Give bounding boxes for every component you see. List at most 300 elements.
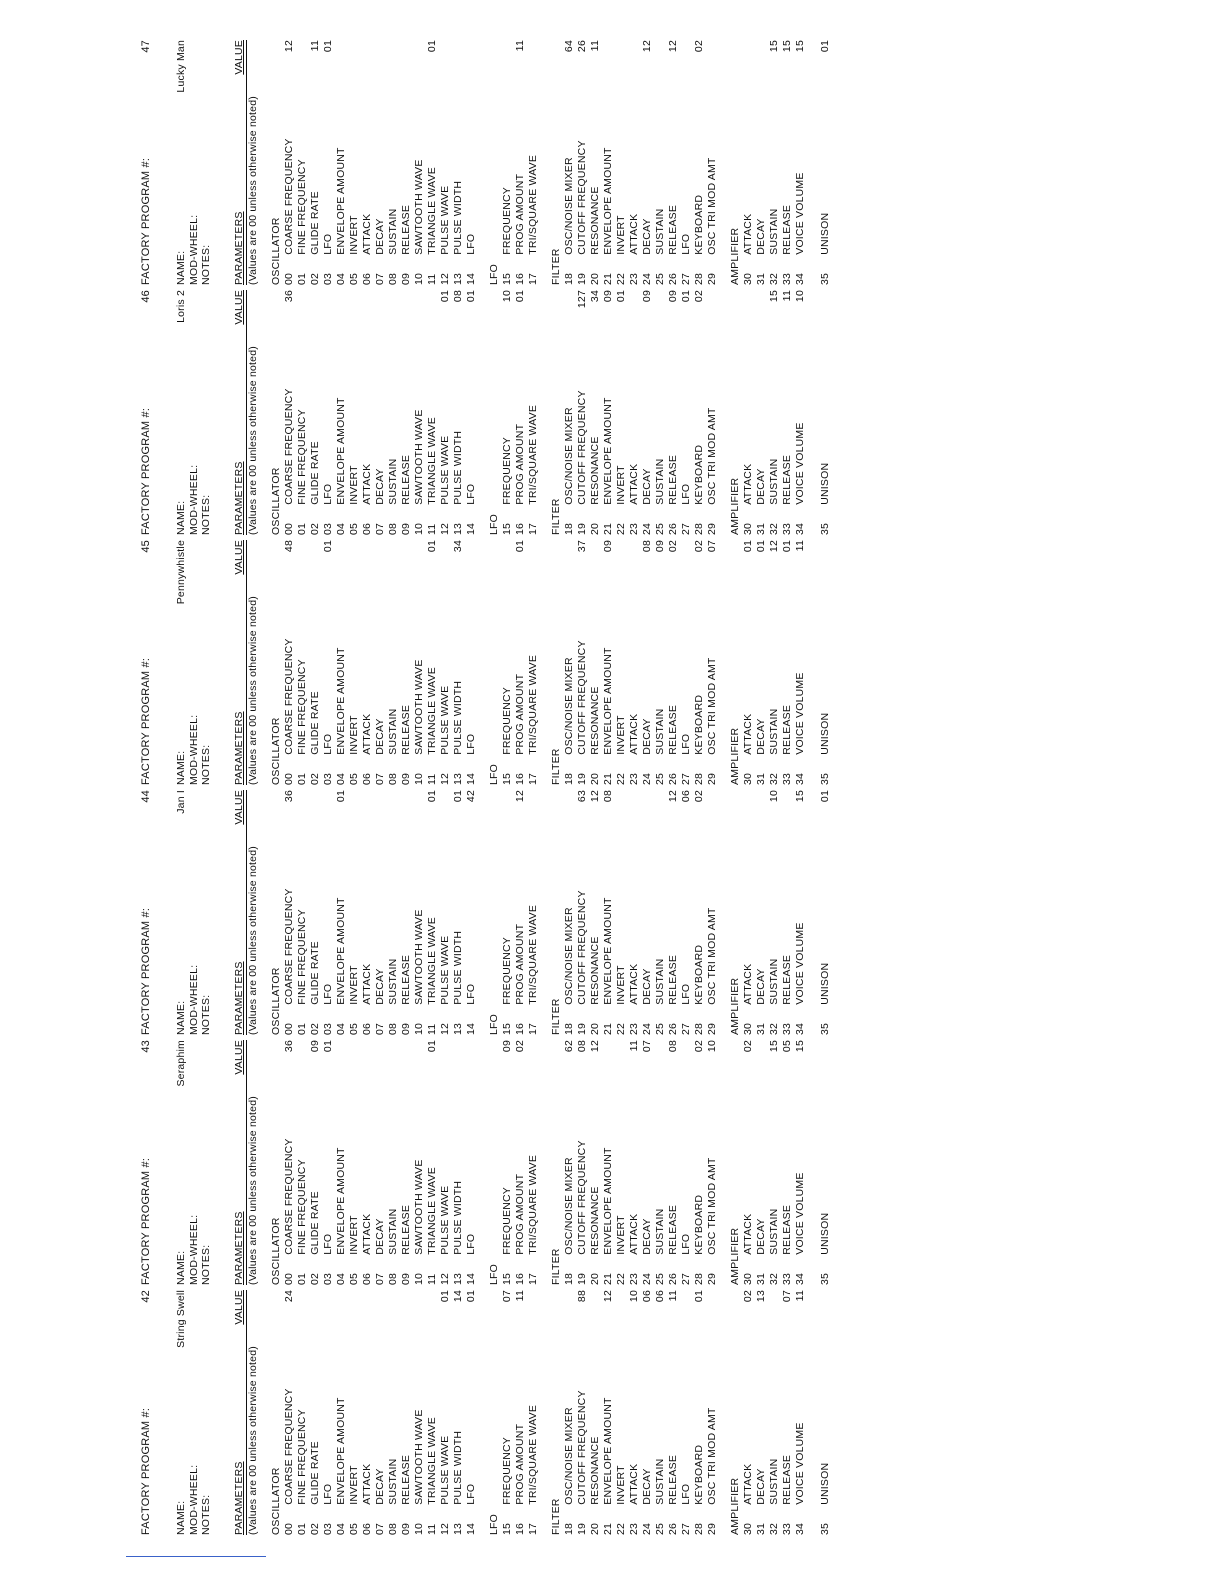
parameter-label: TRI/SQUARE WAVE xyxy=(526,404,539,511)
parameter-label: ATTACK xyxy=(741,1213,754,1261)
parameter-label: CUTOFF FREQUENCY xyxy=(575,1390,588,1511)
parameter-row xyxy=(400,790,413,1035)
parameter-number: 13 xyxy=(451,1272,464,1285)
parameter-number: 03 xyxy=(321,522,334,535)
parameter-number: 28 xyxy=(692,1272,705,1285)
parameter-row xyxy=(296,1290,309,1535)
parameter-value xyxy=(628,540,641,566)
parameter-label: VOICE VOLUME xyxy=(793,422,806,511)
parameter-value xyxy=(400,540,413,566)
parameter-value xyxy=(819,1290,832,1316)
oscillator-title: OSCILLATOR xyxy=(269,1467,282,1535)
parameter-label: SAWTOOTH WAVE xyxy=(412,909,425,1011)
lfo-title: LFO xyxy=(487,513,500,535)
lfo-section xyxy=(488,290,540,535)
parameter-label: ATTACK xyxy=(627,713,640,761)
parameter-number: 35 xyxy=(818,272,831,285)
parameter-row xyxy=(781,1290,794,1535)
parameters-header xyxy=(233,40,246,285)
parameter-value: 09 xyxy=(601,540,614,553)
parameter-row xyxy=(755,40,768,285)
parameter-number: 11 xyxy=(425,1523,438,1535)
parameter-row xyxy=(374,1040,387,1285)
parameter-number: 18 xyxy=(562,1022,575,1035)
parameter-value: 01 xyxy=(679,290,692,303)
parameter-number: 13 xyxy=(451,772,464,785)
parameter-row xyxy=(283,1040,296,1285)
parameter-row xyxy=(527,1040,540,1285)
parameter-number: 32 xyxy=(767,1022,780,1035)
parameter-value: 48 xyxy=(282,540,295,553)
program-column xyxy=(140,40,1080,285)
parameter-label: RELEASE xyxy=(666,954,679,1011)
parameters-label: PARAMETERS xyxy=(232,211,245,285)
parameter-row xyxy=(361,1040,374,1285)
parameter-number: 21 xyxy=(601,522,614,535)
parameter-value: 01 xyxy=(818,790,831,803)
parameter-value xyxy=(680,40,693,66)
parameter-value xyxy=(400,40,413,66)
parameter-value: 02 xyxy=(741,1290,754,1303)
parameter-label: RELEASE xyxy=(399,454,412,511)
filter-section xyxy=(550,790,719,1035)
parameter-row xyxy=(452,1040,465,1285)
parameter-number: 30 xyxy=(741,1522,754,1535)
parameter-number: 09 xyxy=(399,272,412,285)
parameter-value: 12 xyxy=(666,40,679,53)
parameter-row xyxy=(335,1040,348,1285)
parameter-number: 27 xyxy=(679,772,692,785)
parameter-value xyxy=(589,1290,602,1316)
parameter-value xyxy=(439,40,452,66)
parameter-value xyxy=(527,1290,540,1316)
parameter-row xyxy=(387,1040,400,1285)
factory-program-label: FACTORY PROGRAM #: xyxy=(140,407,152,535)
parameter-value: 02 xyxy=(513,1040,526,1053)
parameter-label: ENVELOPE AMOUNT xyxy=(334,1397,347,1511)
parameter-label: FINE FREQUENCY xyxy=(295,1409,308,1511)
program-meta xyxy=(175,540,213,785)
parameter-number: 25 xyxy=(653,1272,666,1285)
parameter-label: COARSE FREQUENCY xyxy=(282,638,295,761)
oscillator-title: OSCILLATOR xyxy=(269,967,282,1035)
parameter-row xyxy=(680,1040,693,1285)
parameter-value xyxy=(602,40,615,66)
parameter-label: ENVELOPE AMOUNT xyxy=(601,647,614,761)
parameter-label: DECAY xyxy=(754,1218,767,1261)
parameter-label: UNISON xyxy=(818,712,831,761)
parameter-value: 01 xyxy=(464,290,477,303)
parameter-label: SUSTAIN xyxy=(653,708,666,761)
parameter-value xyxy=(641,790,654,816)
mod-wheel-row: MOD-WHEEL: xyxy=(187,1464,200,1535)
parameter-number: 16 xyxy=(513,772,526,785)
parameter-label: OSC/NOISE MIXER xyxy=(562,407,575,511)
parameter-label: GLIDE RATE xyxy=(308,1191,321,1261)
parameter-label: COARSE FREQUENCY xyxy=(282,1388,295,1511)
parameter-label: TRIANGLE WAVE xyxy=(425,1166,438,1261)
parameter-label: RELEASE xyxy=(399,954,412,1011)
parameter-label: SAWTOOTH WAVE xyxy=(412,159,425,261)
parameter-label: RELEASE xyxy=(780,204,793,261)
program-name: Loris 2 xyxy=(175,290,187,323)
lfo-section xyxy=(488,40,540,285)
parameter-number: 31 xyxy=(754,272,767,285)
parameter-row xyxy=(755,1290,768,1535)
parameter-value xyxy=(680,1040,693,1066)
parameter-value xyxy=(335,290,348,316)
parameter-number: 00 xyxy=(282,522,295,535)
parameter-row xyxy=(615,790,628,1035)
parameter-label: ATTACK xyxy=(627,1213,640,1261)
program-meta xyxy=(175,40,213,285)
parameter-number: 26 xyxy=(666,772,679,785)
parameter-number: 11 xyxy=(425,273,438,285)
parameter-label: INVERT xyxy=(614,1215,627,1261)
parameter-row xyxy=(768,290,781,535)
parameter-label: INVERT xyxy=(347,965,360,1011)
parameter-label: ATTACK xyxy=(360,1463,373,1511)
parameter-label: PULSE WIDTH xyxy=(451,930,464,1011)
parameter-value xyxy=(296,1040,309,1066)
parameter-label: LFO xyxy=(679,1233,692,1261)
program-number: 44 xyxy=(140,790,152,803)
parameter-value: 26 xyxy=(575,40,588,53)
parameter-row xyxy=(589,290,602,535)
parameter-number: 14 xyxy=(464,1022,477,1035)
parameter-value xyxy=(819,1040,832,1066)
lfo-section xyxy=(488,1040,540,1285)
parameter-number: 27 xyxy=(679,1272,692,1285)
parameter-value xyxy=(413,790,426,816)
parameter-label: PULSE WAVE xyxy=(438,185,451,261)
parameter-number: 19 xyxy=(575,1022,588,1035)
parameter-row xyxy=(654,540,667,785)
parameter-number: 04 xyxy=(334,772,347,785)
parameter-row xyxy=(465,40,478,285)
parameter-label: TRI/SQUARE WAVE xyxy=(526,1404,539,1511)
parameter-number: 33 xyxy=(780,522,793,535)
parameter-number: 25 xyxy=(653,522,666,535)
parameter-label: RELEASE xyxy=(780,1204,793,1261)
parameter-value xyxy=(615,790,628,816)
parameter-label: SUSTAIN xyxy=(653,1458,666,1511)
parameter-row xyxy=(706,790,719,1035)
parameters-header xyxy=(233,790,246,1035)
parameter-number: 14 xyxy=(464,1522,477,1535)
parameter-value: 11 xyxy=(308,40,321,52)
parameter-row xyxy=(667,540,680,785)
parameter-row xyxy=(400,40,413,285)
parameters-header xyxy=(233,1290,246,1535)
parameter-label: RESONANCE xyxy=(588,1436,601,1511)
parameter-label: VOICE VOLUME xyxy=(793,1172,806,1261)
factory-program-sheet xyxy=(140,40,1080,1540)
parameter-row xyxy=(755,790,768,1035)
parameter-value xyxy=(768,1290,781,1316)
parameter-value xyxy=(413,290,426,316)
parameter-row xyxy=(527,40,540,285)
parameter-value: 09 xyxy=(653,540,666,553)
parameter-row xyxy=(361,540,374,785)
program-header xyxy=(140,40,153,285)
parameter-label: PROG AMOUNT xyxy=(513,1423,526,1511)
parameter-row xyxy=(742,790,755,1035)
parameter-label: SAWTOOTH WAVE xyxy=(412,1409,425,1511)
parameter-number: 31 xyxy=(754,1022,767,1035)
parameter-row xyxy=(615,1290,628,1535)
filter-title: FILTER xyxy=(549,1498,562,1535)
parameter-value: 11 xyxy=(588,40,601,52)
parameter-value: 01 xyxy=(513,540,526,553)
parameter-value: 01 xyxy=(425,40,438,53)
name-row xyxy=(175,1040,188,1285)
parameter-value: 02 xyxy=(692,40,705,53)
parameter-label: COARSE FREQUENCY xyxy=(282,1138,295,1261)
parameter-value: 08 xyxy=(451,290,464,303)
parameter-number: 15 xyxy=(500,1522,513,1535)
parameter-value: 09 xyxy=(601,290,614,303)
value-label: VALUE xyxy=(232,540,245,575)
parameter-value: 11 xyxy=(513,1290,526,1302)
parameter-row xyxy=(576,1040,589,1285)
parameter-label: ATTACK xyxy=(360,963,373,1011)
parameter-row xyxy=(452,790,465,1035)
parameter-row xyxy=(309,790,322,1035)
parameter-number: 15 xyxy=(500,1022,513,1035)
parameter-number: 29 xyxy=(705,272,718,285)
amplifier-section xyxy=(729,790,807,1035)
parameter-row xyxy=(413,1290,426,1535)
parameter-number: 35 xyxy=(818,522,831,535)
parameter-value xyxy=(819,290,832,316)
parameter-value: 02 xyxy=(741,1040,754,1053)
parameter-label: FREQUENCY xyxy=(500,937,513,1011)
parameter-number: 21 xyxy=(601,272,614,285)
amplifier-title: AMPLIFIER xyxy=(728,477,741,535)
parameter-value: 02 xyxy=(692,1040,705,1053)
parameter-row xyxy=(654,1040,667,1285)
parameter-number: 34 xyxy=(793,772,806,785)
parameter-value: 02 xyxy=(692,540,705,553)
parameter-label: SUSTAIN xyxy=(386,208,399,261)
parameter-row xyxy=(589,1040,602,1285)
parameter-value: 08 xyxy=(575,1040,588,1053)
parameter-value: 07 xyxy=(780,1290,793,1303)
parameter-row xyxy=(693,290,706,535)
parameter-number: 17 xyxy=(526,1522,539,1535)
parameter-value: 34 xyxy=(451,540,464,553)
parameter-number: 23 xyxy=(627,772,640,785)
parameter-value xyxy=(654,1040,667,1066)
parameter-value xyxy=(309,1290,322,1316)
parameter-value: 01 xyxy=(451,790,464,803)
parameter-row xyxy=(563,790,576,1035)
program-number: 46 xyxy=(140,290,152,303)
parameter-number: 07 xyxy=(373,1022,386,1035)
parameter-number: 06 xyxy=(360,1272,373,1285)
parameter-number: 16 xyxy=(513,1022,526,1035)
parameter-row xyxy=(514,790,527,1035)
parameter-value xyxy=(296,40,309,66)
parameter-number: 00 xyxy=(282,1022,295,1035)
parameter-row xyxy=(693,1290,706,1535)
parameter-number: 07 xyxy=(373,522,386,535)
parameter-value xyxy=(348,790,361,816)
parameter-row xyxy=(768,540,781,785)
parameter-row xyxy=(387,40,400,285)
parameter-value xyxy=(501,540,514,566)
parameter-number: 28 xyxy=(692,772,705,785)
parameter-label: LFO xyxy=(679,983,692,1011)
parameter-value: 12 xyxy=(588,790,601,803)
parameter-row xyxy=(527,540,540,785)
parameter-label: ENVELOPE AMOUNT xyxy=(601,1397,614,1511)
parameter-row xyxy=(348,790,361,1035)
parameter-value xyxy=(387,1290,400,1316)
parameter-number: 24 xyxy=(640,1022,653,1035)
parameter-row xyxy=(755,540,768,785)
parameter-row xyxy=(693,540,706,785)
parameter-label: RELEASE xyxy=(399,1204,412,1261)
parameter-row xyxy=(706,290,719,535)
parameter-value: 34 xyxy=(588,290,601,303)
program-header xyxy=(140,1040,153,1285)
parameters-label: PARAMETERS xyxy=(232,461,245,535)
parameter-number: 02 xyxy=(308,1522,321,1535)
parameter-value xyxy=(387,1040,400,1066)
parameter-row xyxy=(361,1290,374,1535)
parameter-label: LFO xyxy=(464,733,477,761)
name-row xyxy=(175,540,188,785)
parameter-number: 34 xyxy=(793,1022,806,1035)
parameters-label: PARAMETERS xyxy=(232,961,245,1035)
parameter-label: PULSE WAVE xyxy=(438,1185,451,1261)
parameter-row xyxy=(400,540,413,785)
parameter-label: UNISON xyxy=(818,462,831,511)
parameter-row xyxy=(426,790,439,1035)
parameter-row xyxy=(680,540,693,785)
parameter-label: OSC/NOISE MIXER xyxy=(562,907,575,1011)
parameter-row xyxy=(296,40,309,285)
parameter-value: 36 xyxy=(282,290,295,303)
parameter-label: ENVELOPE AMOUNT xyxy=(601,397,614,511)
parameter-value: 01 xyxy=(780,540,793,553)
parameter-label: DECAY xyxy=(640,468,653,511)
parameter-number: 27 xyxy=(679,1022,692,1035)
parameter-number: 23 xyxy=(627,272,640,285)
parameter-value: 09 xyxy=(500,1040,513,1053)
parameter-row xyxy=(400,1290,413,1535)
parameter-number: 24 xyxy=(640,772,653,785)
parameter-value xyxy=(296,1290,309,1316)
parameter-value xyxy=(400,1040,413,1066)
unison-row xyxy=(819,290,832,535)
parameter-label: CUTOFF FREQUENCY xyxy=(575,140,588,261)
parameter-value xyxy=(309,290,322,316)
parameter-number: 18 xyxy=(562,522,575,535)
parameter-value xyxy=(439,1040,452,1066)
parameter-label: FINE FREQUENCY xyxy=(295,659,308,761)
parameter-value xyxy=(654,290,667,316)
parameter-value: 01 xyxy=(692,1290,705,1303)
parameter-value xyxy=(296,540,309,566)
parameter-number: 19 xyxy=(575,1522,588,1535)
parameter-label: RESONANCE xyxy=(588,186,601,261)
unison-row xyxy=(819,1040,832,1285)
parameter-number: 02 xyxy=(308,1272,321,1285)
parameter-row xyxy=(563,40,576,285)
parameter-value: 64 xyxy=(562,40,575,53)
parameter-value xyxy=(322,1290,335,1316)
parameter-label: VOICE VOLUME xyxy=(793,672,806,761)
parameter-label: DECAY xyxy=(754,968,767,1011)
parameter-value xyxy=(361,1040,374,1066)
parameter-label: RELEASE xyxy=(780,704,793,761)
parameter-value xyxy=(348,540,361,566)
parameter-number: 18 xyxy=(562,1272,575,1285)
unison-row xyxy=(819,790,832,1035)
parameter-row xyxy=(439,290,452,535)
oscillator-section xyxy=(270,790,478,1035)
parameter-value xyxy=(361,40,374,66)
parameter-label: FREQUENCY xyxy=(500,437,513,511)
parameter-label: ATTACK xyxy=(360,1213,373,1261)
parameter-row xyxy=(501,540,514,785)
parameter-row xyxy=(755,1040,768,1285)
parameter-number: 27 xyxy=(679,1522,692,1535)
values-note: (Values are 00 unless otherwise noted) xyxy=(246,290,260,535)
parameter-number: 12 xyxy=(438,522,451,535)
parameter-row xyxy=(589,540,602,785)
parameter-number: 15 xyxy=(500,272,513,285)
parameter-value: 37 xyxy=(575,540,588,553)
parameter-row xyxy=(374,40,387,285)
parameter-label: KEYBOARD xyxy=(692,694,705,761)
parameter-value xyxy=(361,540,374,566)
parameter-row xyxy=(296,1040,309,1285)
parameter-value: 11 xyxy=(627,1040,640,1052)
program-column xyxy=(140,790,1080,1035)
parameter-row xyxy=(309,1290,322,1535)
parameter-row xyxy=(348,40,361,285)
parameter-label: SUSTAIN xyxy=(386,1208,399,1261)
parameter-value: 10 xyxy=(627,1290,640,1303)
filter-section xyxy=(550,290,719,535)
parameter-label: DECAY xyxy=(373,1218,386,1261)
parameter-label: ENVELOPE AMOUNT xyxy=(601,147,614,261)
parameter-number: 06 xyxy=(360,272,373,285)
parameter-label: PULSE WIDTH xyxy=(451,1430,464,1511)
parameter-value xyxy=(374,790,387,816)
parameter-row xyxy=(794,1040,807,1285)
parameter-number: 09 xyxy=(399,1272,412,1285)
parameter-number: 01 xyxy=(295,522,308,535)
parameter-number: 22 xyxy=(614,272,627,285)
parameter-value: 14 xyxy=(451,1290,464,1303)
oscillator-section xyxy=(270,40,478,285)
parameter-number: 21 xyxy=(601,1272,614,1285)
program-column xyxy=(140,290,1080,535)
parameter-row xyxy=(387,790,400,1035)
parameter-number: 32 xyxy=(767,522,780,535)
parameter-value: 36 xyxy=(282,1040,295,1053)
lfo-title: LFO xyxy=(487,763,500,785)
parameter-number: 11 xyxy=(425,1023,438,1035)
parameter-label: KEYBOARD xyxy=(692,1444,705,1511)
parameter-row xyxy=(693,1040,706,1285)
parameter-number: 23 xyxy=(627,1522,640,1535)
